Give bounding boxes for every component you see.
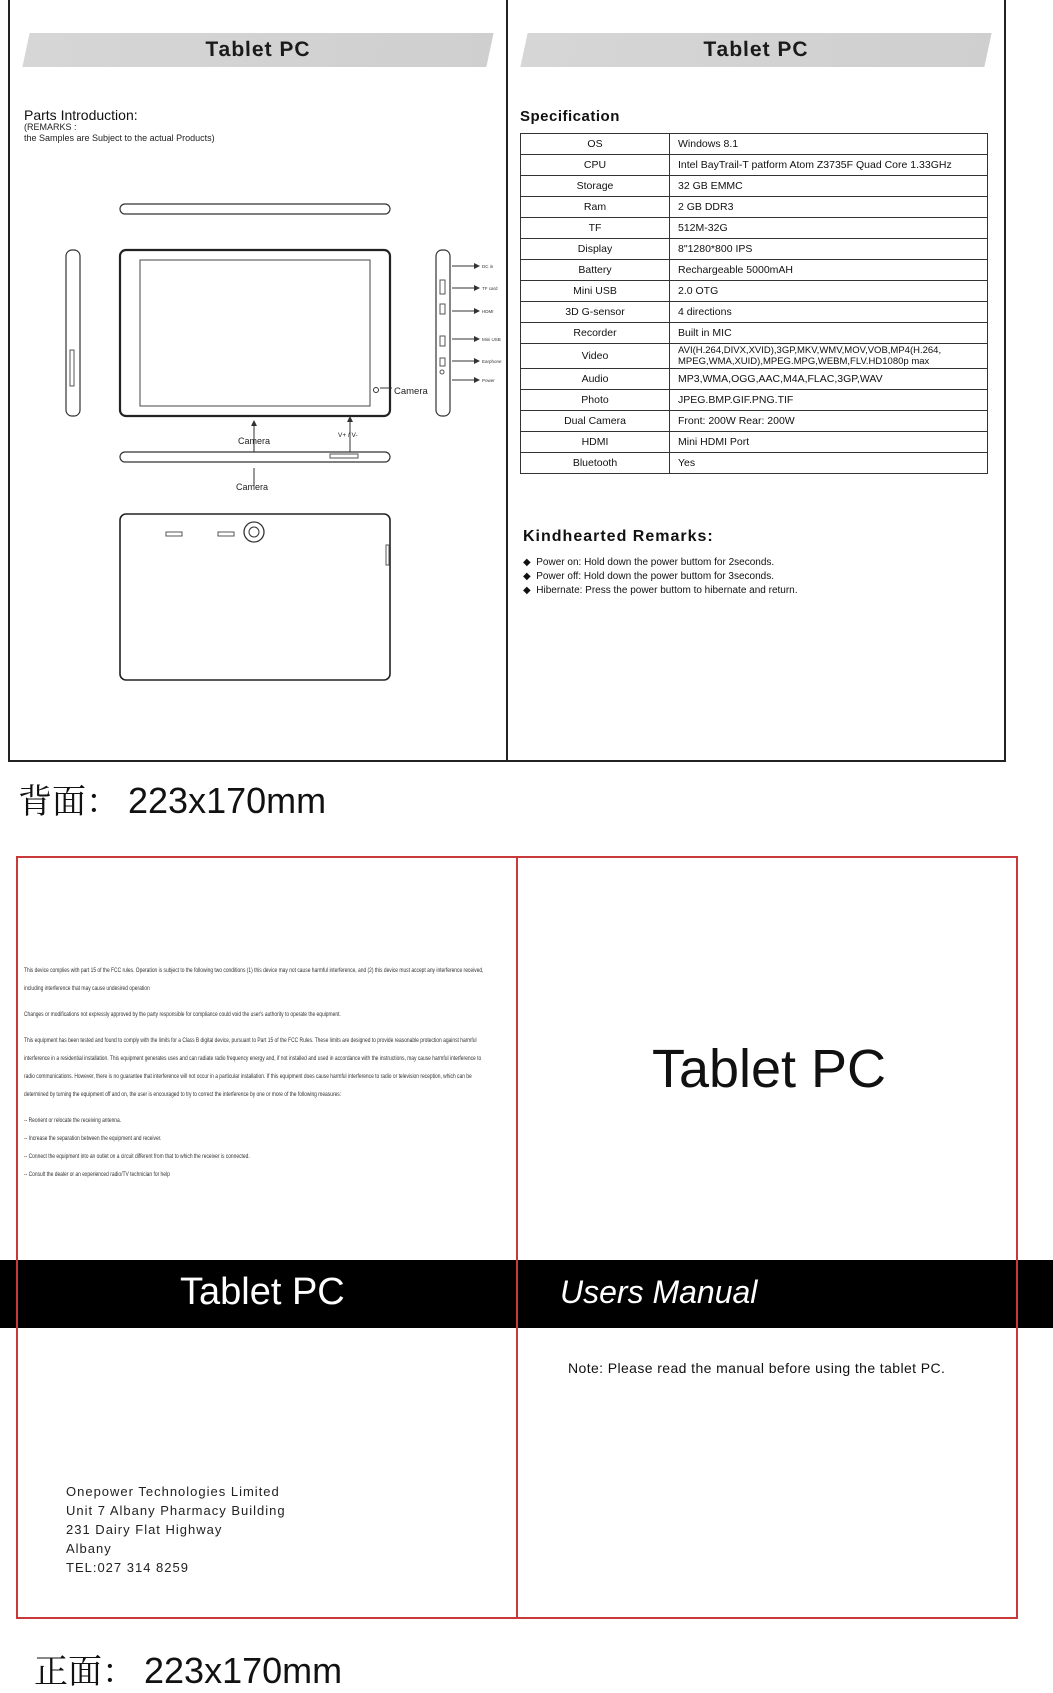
spec-row <box>521 432 988 453</box>
remarks-line-2: the Samples are Subject to the actual Products) <box>24 133 215 143</box>
right-banner-title: Tablet PC <box>700 38 811 61</box>
rear-camera-label: Camera <box>236 482 269 492</box>
spec-value: AVI(H.264,DIVX,XVID),3GP,MKV,WMV,MOV,VOB,MP4(H.264, MPEG,WMA,XUID),MPEG.MPG,WEBM,FLV.HD1080p max <box>670 344 988 369</box>
front-label-cn: 正面： <box>34 1652 136 1692</box>
spec-key: CPU <box>521 155 670 176</box>
remarks-list <box>523 556 798 598</box>
fcc-statement <box>24 962 504 1184</box>
callout-tf-card: TF card <box>482 286 498 291</box>
band-right-title: Users Manual <box>560 1274 758 1310</box>
spec-value: Front: 200W Rear: 200W <box>670 411 988 432</box>
spec-value: JPEG.BMP.GIF.PNG.TIF <box>670 390 988 411</box>
spec-value: Rechargeable 5000mAH <box>670 260 988 281</box>
spec-key: Display <box>521 239 670 260</box>
address-line: Onepower Technologies Limited <box>66 1484 280 1499</box>
spec-value: Windows 8.1 <box>670 134 988 155</box>
fcc-measure: -- Reorient or relocate the receiving antenna. <box>24 1117 122 1124</box>
company-address <box>66 1482 286 1577</box>
spec-value: 512M-32G <box>670 218 988 239</box>
back-label-size: 223x170mm <box>128 780 327 821</box>
spec-row <box>521 453 988 474</box>
spec-table <box>520 133 988 474</box>
spec-value: Yes <box>670 453 988 474</box>
spec-key: Photo <box>521 390 670 411</box>
spec-value: 2.0 OTG <box>670 281 988 302</box>
spec-row <box>521 344 988 369</box>
spec-key: Video <box>521 344 670 369</box>
spec-value: Built in MIC <box>670 323 988 344</box>
remarks-title: Kindhearted Remarks: <box>523 528 714 545</box>
fcc-measure: -- Consult the dealer or an experienced radio/TV technician for help <box>24 1171 170 1178</box>
bottom-camera-label: Camera <box>238 436 271 446</box>
diamond-bullet-icon: ◆ <box>523 571 531 582</box>
spec-row <box>521 134 988 155</box>
address-line: Albany <box>66 1541 112 1556</box>
spec-row <box>521 302 988 323</box>
spec-key: Dual Camera <box>521 411 670 432</box>
spec-row <box>521 281 988 302</box>
front-label-size: 223x170mm <box>144 1650 343 1691</box>
address-line: Unit 7 Albany Pharmacy Building <box>66 1503 286 1518</box>
spec-row <box>521 369 988 390</box>
fcc-measure: -- Increase the separation between the equipment and receiver. <box>24 1135 162 1142</box>
spec-row <box>521 155 988 176</box>
tablet-line-drawing <box>0 190 506 690</box>
fcc-paragraph: This equipment has been tested and found to comply with the limits for a Class B digital device, pursuant to Part 15 of the FCC Rules. These limits are designed to provide reasonable protection against harmful interference in a residential installation. This equipment generates uses and can radiate radio frequency energy and, if not installed and used in accordance with the instructions, may cause harmful interference to radio communications. However, there is no guarantee that interference will not occur in a particular installation. If this equipment does cause harmful interference to radio or television reception, which can be determined by turning the equipment off and on, the user is encouraged to try to correct the interference by one or more of the following measures: <box>24 1037 482 1098</box>
remarks-item: ◆ Power off: Hold down the power buttom for 3seconds. <box>523 571 774 582</box>
left-banner <box>26 33 490 67</box>
address-line: 231 Dairy Flat Highway <box>66 1522 223 1537</box>
address-line: TEL:027 314 8259 <box>66 1560 189 1575</box>
spec-key: TF <box>521 218 670 239</box>
read-manual-note: Note: Please read the manual before using the tablet PC. <box>568 1360 946 1376</box>
remarks-item: ◆ Power on: Hold down the power buttom for 2seconds. <box>523 557 775 568</box>
spec-key: Bluetooth <box>521 453 670 474</box>
right-banner <box>524 33 988 67</box>
callout-hdmi: HDMI <box>482 309 494 314</box>
band-left-title: Tablet PC <box>180 1271 345 1313</box>
spec-key: OS <box>521 134 670 155</box>
spec-row <box>521 260 988 281</box>
back-label-cn: 背面： <box>18 782 120 822</box>
callout-mini-usb: Mini USB <box>482 337 501 342</box>
diamond-bullet-icon: ◆ <box>523 585 531 596</box>
left-banner-title: Tablet PC <box>202 38 313 61</box>
spec-title: Specification <box>520 108 620 125</box>
remarks-item: ◆ Hibernate: Press the power buttom to hibernate and return. <box>523 585 798 596</box>
callout-dc-in: DC in <box>482 264 494 269</box>
sheet-fold-line <box>516 856 518 1619</box>
callout-earphone: Earphone <box>482 359 502 364</box>
spec-value: 2 GB DDR3 <box>670 197 988 218</box>
spec-value: 32 GB EMMC <box>670 176 988 197</box>
spec-key: Storage <box>521 176 670 197</box>
diamond-bullet-icon: ◆ <box>523 557 531 568</box>
back-size-label <box>18 774 326 823</box>
sheet-fold-line <box>506 0 508 762</box>
spec-row <box>521 411 988 432</box>
spec-value: 8"1280*800 IPS <box>670 239 988 260</box>
spec-value: Mini HDMI Port <box>670 432 988 453</box>
spec-value: Intel BayTrail-T patform Atom Z3735F Quad Core 1.33GHz <box>670 155 988 176</box>
spec-key: Recorder <box>521 323 670 344</box>
spec-row <box>521 390 988 411</box>
spec-row <box>521 239 988 260</box>
cover-title: Tablet PC <box>651 1039 887 1099</box>
spec-key: Audio <box>521 369 670 390</box>
fcc-paragraph: This device complies with part 15 of the FCC rules. Operation is subject to the following two conditions (1) this device may not cause harmful interference, and (2) this device must accept any interference received, including interference that may cause undesired operation <box>24 967 484 992</box>
remarks-line-1: (REMARKS : <box>24 122 77 132</box>
fcc-paragraph: Changes or modifications not expressly approved by the party responsible for compliance could void the user's authority to operate the equipment. <box>24 1011 341 1018</box>
spec-key: Mini USB <box>521 281 670 302</box>
spec-row <box>521 176 988 197</box>
spec-key: Ram <box>521 197 670 218</box>
volume-label: V+ / V- <box>338 432 358 439</box>
spec-row <box>521 197 988 218</box>
front-size-label <box>34 1644 342 1693</box>
spec-row <box>521 323 988 344</box>
spec-key: 3D G-sensor <box>521 302 670 323</box>
front-camera-label: Camera <box>394 386 428 397</box>
spec-key: Battery <box>521 260 670 281</box>
fcc-measure: -- Connect the equipment into an outlet on a circuit different from that to which the receiver is connected. <box>24 1153 250 1160</box>
spec-value: MP3,WMA,OGG,AAC,M4A,FLAC,3GP,WAV <box>670 369 988 390</box>
spec-row <box>521 218 988 239</box>
spec-value: 4 directions <box>670 302 988 323</box>
spec-key: HDMI <box>521 432 670 453</box>
parts-title: Parts Introduction: <box>24 107 138 123</box>
callout-power: Power <box>482 378 495 383</box>
